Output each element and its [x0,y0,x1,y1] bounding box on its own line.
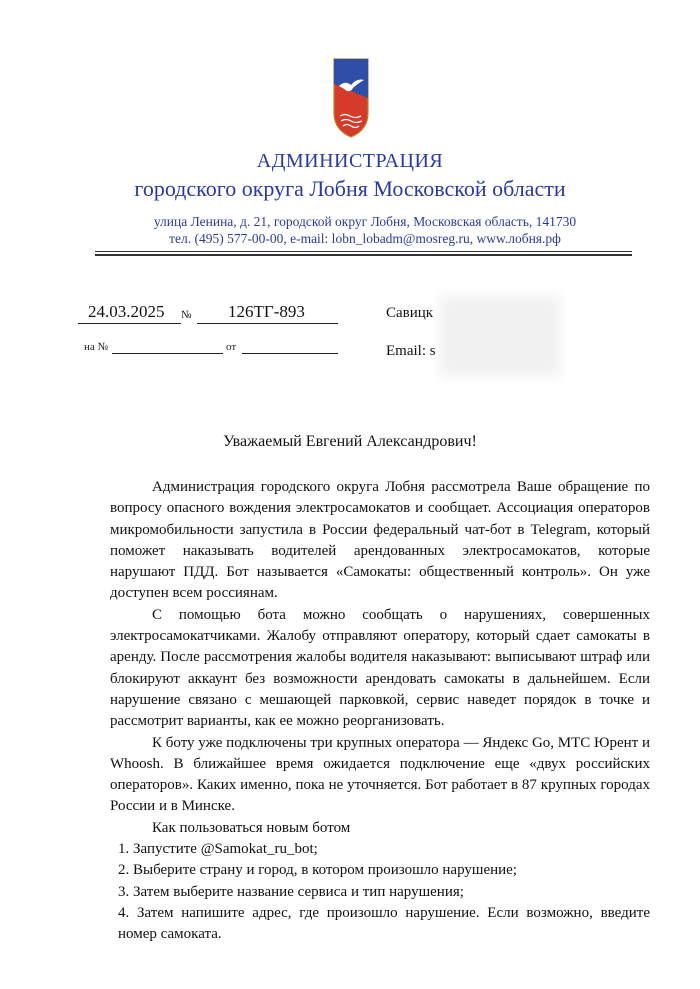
ref-date-underline [242,353,338,354]
recipient-email: Email: s [386,343,436,359]
ref-number-label: на № [84,341,109,353]
list-item: 3. Затем выберите название сервиса и тип нарушения; [118,883,464,900]
paragraph: С помощью бота можно сообщать о нарушениях, совершенных электросамокатчиками. Жалобу отправляют оператору, который сдает самокаты в аренду. После рассмотрения жалобы водителя наказывают: выписывают штраф или блокируют аккаунт без возможности арендовать самокаты в дальнейшем. Если нарушение связано с мешающей парковкой, сервис наведет порядок в точке и рассмотрит варианты, как ее можно реорганизовать. [110,606,650,730]
number-underline [197,323,338,324]
ref-date-label: от [226,341,237,353]
recipient-name: Савицк [386,305,434,321]
address-line: улица Ленина, д. 21, городской округ Лобня, Московская область, 141730 [153,214,577,229]
list-heading: Как пользоваться новым ботом [152,819,351,836]
redaction-blur [440,296,560,376]
outgoing-number: 126ТГ-893 [228,302,305,321]
header-divider-thick [95,254,632,256]
greeting: Уважаемый Евгений Александрович! [223,433,477,450]
lobnya-coat-of-arms-icon [333,58,369,138]
org-title-line2: городского округа Лобня Московской области [134,176,566,201]
letter-body [110,477,650,946]
ref-number-underline [112,353,223,354]
list-item: 4. Затем напишите адрес, где произошло нарушение. Если возможно, введите номер самоката. [118,904,650,943]
paragraph: К боту уже подключены три крупных оператора — Яндекс Go, МТС Юрент и Whoosh. В ближайшее время ожидается подключение еще «двух российских операторов». Каких именно, пока не уточняется. Бот работает в 87 крупных городах России и в Минске. [110,734,650,815]
list-item: 2. Выберите страну и город, в котором произошло нарушение; [118,862,517,879]
outgoing-date: 24.03.2025 [88,302,165,321]
org-title-line1: АДМИНИСТРАЦИЯ [256,150,444,172]
list-item: 1. Запустите @Samokat_ru_bot; [118,841,318,858]
date-underline [78,323,181,324]
header-divider-thin [95,251,632,252]
contacts-line: тел. (495) 577-00-00, e-mail: lobn_lobadm@mosreg.ru, www.лобня.рф [169,231,561,246]
paragraph: Администрация городского округа Лобня рассмотрела Ваше обращение по вопросу опасного вождения электросамокатов и сообщает. Ассоциация операторов микромобильности запустила в России федеральный чат-бот в Telegram, который поможет наказывать водителей арендованных электросамокатов, которые нарушают ПДД. Бот называется «Самокаты: общественный контроль». Он уже доступен всем россиянам. [110,479,650,602]
number-sign: № [181,309,192,321]
